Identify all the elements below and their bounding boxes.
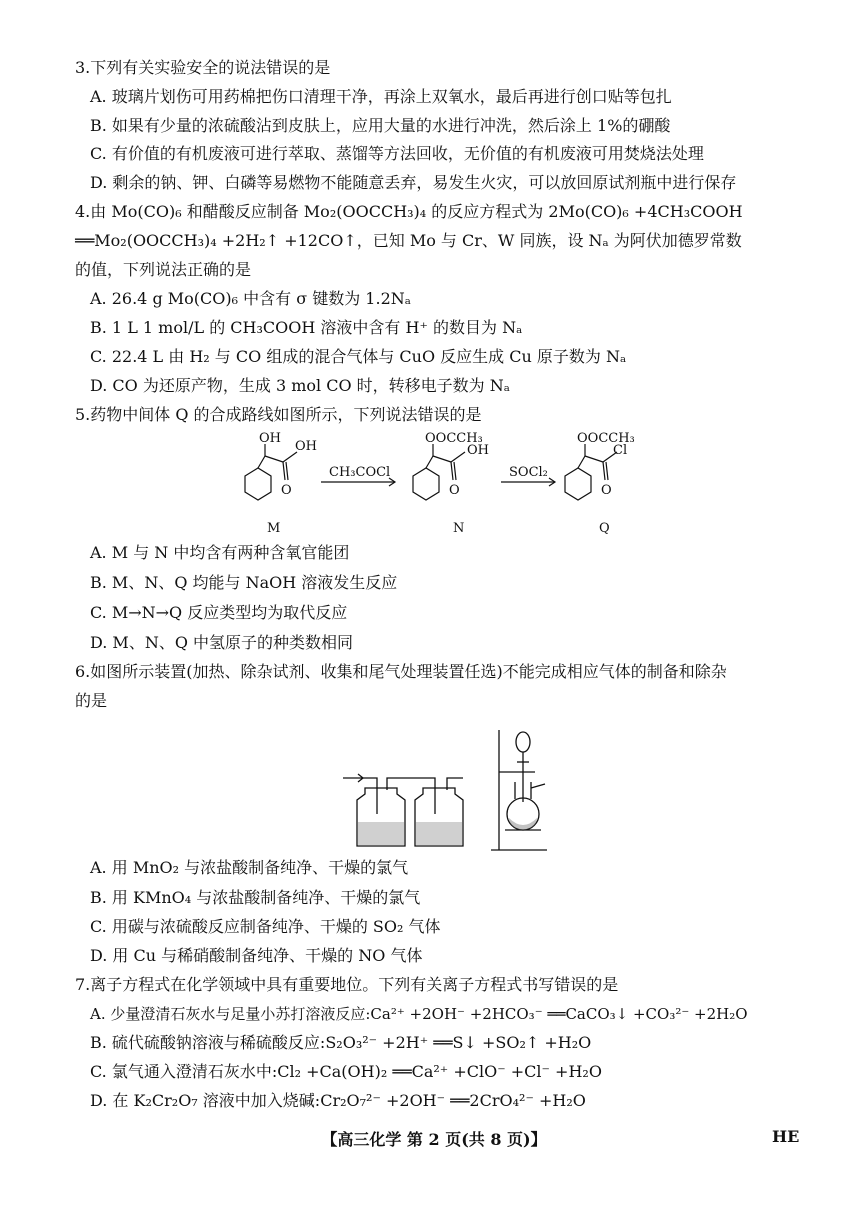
- reagent-2: SOCl₂: [509, 465, 548, 480]
- q6-option-c: C. 用碳与浓硫酸反应制备纯净、干燥的 SO₂ 气体: [90, 917, 441, 936]
- m-oh-label: OH: [259, 431, 281, 446]
- q-ooccch3-label: OOCCH₃: [577, 431, 635, 446]
- m-o-label: O: [281, 483, 292, 498]
- q5-option-d: D. M、N、Q 中氢原子的种类数相同: [90, 633, 354, 652]
- q6-option-a: A. 用 MnO₂ 与浓盐酸制备纯净、干燥的氯气: [90, 858, 409, 877]
- q-benzene-ring: [565, 468, 591, 500]
- q5-option-b: B. M、N、Q 均能与 NaOH 溶液发生反应: [90, 573, 398, 592]
- q7-option-a: A. 少量澄清石灰水与足量小苏打溶液反应:Ca²⁺ +2OH⁻ +2HCO₃⁻ ══CaCO₃↓ +CO₃²⁻ +2H₂O: [90, 1005, 748, 1023]
- q4-option-b: B. 1 L 1 mol/L 的 CH₃COOH 溶液中含有 H⁺ 的数目为 Nₐ: [90, 318, 523, 337]
- page-code: HE: [772, 1127, 800, 1146]
- q6-stem-line2: 的是: [75, 691, 108, 710]
- q-cl-label: Cl: [613, 443, 628, 458]
- q6-option-b: B. 用 KMnO₄ 与浓盐酸制备纯净、干燥的氯气: [90, 888, 421, 907]
- q-o-label: O: [601, 483, 612, 498]
- m-benzene-ring: [245, 468, 271, 500]
- n-ooccch3-label: OOCCH₃: [425, 431, 483, 446]
- q7-option-b: B. 硫代硫酸钠溶液与稀硫酸反应:S₂O₃²⁻ +2H⁺ ══S↓ +SO₂↑ +H₂O: [90, 1033, 592, 1052]
- n-benzene-ring: [413, 468, 439, 500]
- q3-option-a: A. 玻璃片划伤可用药棉把伤口清理干净，再涂上双氧水，最后再进行创口贴等包扎: [90, 87, 672, 106]
- q7-option-c: C. 氯气通入澄清石灰水中:Cl₂ +Ca(OH)₂ ══Ca²⁺ +ClO⁻ +Cl⁻ +H₂O: [90, 1062, 602, 1081]
- q4-stem-line2: ══Mo₂(OOCCH₃)₄ +2H₂↑ +12CO↑，已知 Mo 与 Cr、W 同族，设 Nₐ 为阿伏加德罗常数: [75, 231, 742, 250]
- q3-option-c: C. 有价值的有机废液可进行萃取、蒸馏等方法回收，无价值的有机废液可用焚烧法处理: [90, 144, 704, 163]
- q4-option-c: C. 22.4 L 由 H₂ 与 CO 组成的混合气体与 CuO 反应生成 Cu 原子数为 Nₐ: [90, 347, 627, 366]
- n-label: N: [453, 521, 465, 536]
- q5-option-a: A. M 与 N 中均含有两种含氧官能团: [90, 543, 350, 562]
- m-oh2-label: OH: [295, 439, 317, 454]
- q3-stem: 3.下列有关实验安全的说法错误的是: [75, 58, 331, 77]
- q4-option-a: A. 26.4 g Mo(CO)₆ 中含有 σ 键数为 1.2Nₐ: [90, 289, 411, 308]
- q3-option-d: D. 剩余的钠、钾、白磷等易燃物不能随意丢弃，易发生火灾，可以放回原试剂瓶中进行保存: [90, 173, 737, 192]
- q3-option-b: B. 如果有少量的浓硫酸沾到皮肤上，应用大量的水进行冲洗，然后涂上 1%的硼酸: [90, 116, 671, 135]
- q5-option-c: C. M→N→Q 反应类型均为取代反应: [90, 603, 348, 622]
- q-label: Q: [599, 521, 610, 536]
- q6-apparatus-diagram: [335, 722, 555, 857]
- n-oh-label: OH: [467, 443, 489, 458]
- q6-stem-line1: 6.如图所示装置(加热、除杂试剂、收集和尾气处理装置任选)不能完成相应气体的制备和除杂: [75, 662, 727, 681]
- q7-option-d: D. 在 K₂Cr₂O₇ 溶液中加入烧碱:Cr₂O₇²⁻ +2OH⁻ ══2CrO₄²⁻ +H₂O: [90, 1091, 586, 1110]
- page-footer: 【高三化学 第 2 页(共 8 页)】: [321, 1130, 547, 1149]
- m-label: M: [267, 521, 281, 536]
- q4-stem-line3: 的值，下列说法正确的是: [75, 260, 252, 279]
- q4-option-d: D. CO 为还原产物，生成 3 mol CO 时，转移电子数为 Nₐ: [90, 376, 510, 395]
- q5-synthesis-scheme: [225, 428, 705, 540]
- n-o-label: O: [449, 483, 460, 498]
- q4-stem-line1: 4.由 Mo(CO)₆ 和醋酸反应制备 Mo₂(OOCCH₃)₄ 的反应方程式为 2Mo(CO)₆ +4CH₃COOH: [75, 202, 743, 221]
- separatory-funnel: [516, 732, 530, 752]
- q7-stem: 7.离子方程式在化学领域中具有重要地位。下列有关离子方程式书写错误的是: [75, 975, 619, 994]
- reagent-1: CH₃COCl: [329, 465, 391, 480]
- q6-option-d: D. 用 Cu 与稀硝酸制备纯净、干燥的 NO 气体: [90, 946, 423, 965]
- q5-stem: 5.药物中间体 Q 的合成路线如图所示，下列说法错误的是: [75, 405, 482, 424]
